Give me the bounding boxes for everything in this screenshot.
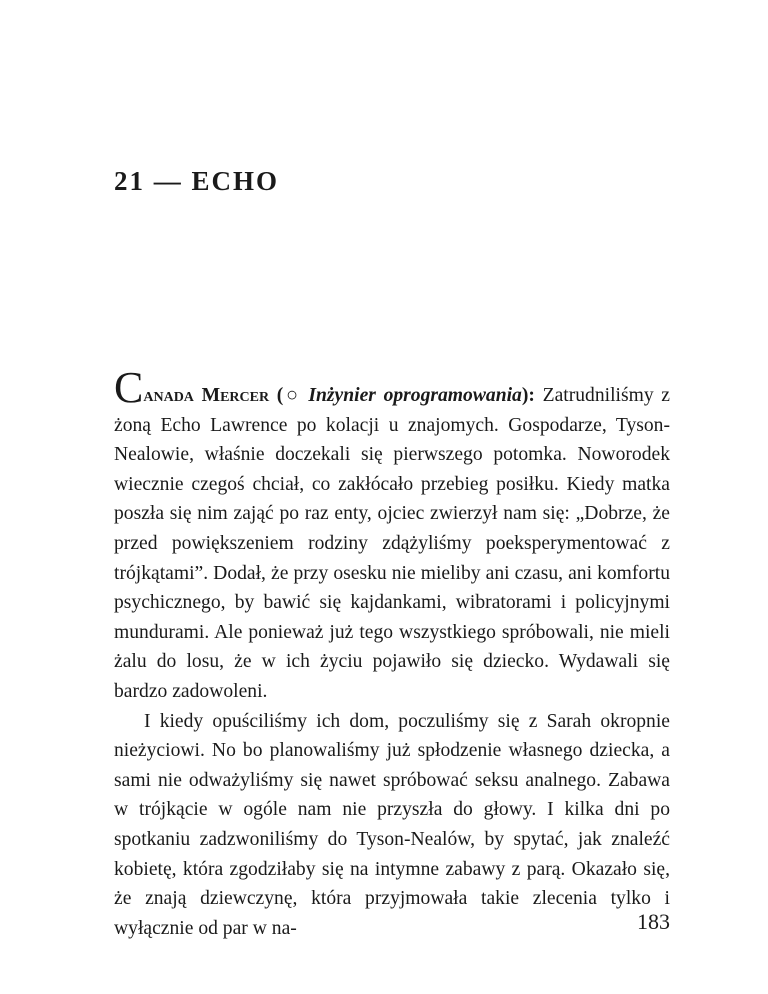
- speaker-role: Inżynier oprogramowania: [308, 385, 522, 406]
- drop-cap: C: [114, 363, 144, 412]
- chapter-title: 21 — ECHO: [114, 166, 280, 196]
- paragraph-2: I kiedy opuściliśmy ich dom, poczuliśmy się z Sarah okropnie nieżyciowi. No bo planowaliśmy już spłodzenie własnego dziecka, a sami nie odważyliśmy się nawet spróbować seksu analnego. Zabawa w trójkącie w ogóle nam nie przyszła do głowy. I kilka dni po spotkaniu zadzwoniliśmy do Tyson-Nealów, by spytać, jak znaleźć kobietę, która zgodziłaby się na intymne zabawy z parą. Okazało się, że znają dziewczynę, która przyjmowała takie zlecenia tylko i wyłącznie od par w na-: [114, 710, 670, 939]
- role-close: ):: [521, 385, 535, 406]
- role-open: (○: [269, 385, 309, 406]
- paragraph-1: [114, 363, 670, 707]
- speaker-name: anada Mercer: [143, 385, 270, 406]
- paragraph-1-text: Zatrudniliśmy z żoną Echo Lawrence po kolacji u znajomych. Gospodarze, Tyson-Nealowie, właśnie doczekali się pierwszego potomka. Noworodek wiecznie czegoś chciał, co zakłócało przebieg posiłku. Kiedy matka poszła się nim zająć po raz enty, ojciec zwierzył nam się: „Dobrze, że przed powiększeniem rodziny zdążyliśmy poeksperymentować z trójkątami”. Dodał, że przy osesku nie mieliby ani czasu, ani komfortu psychicznego, by bawić się kajdankami, wibratorami i policyjnymi mundurami. Ale ponieważ już tego wszystkiego spróbowali, nie mieli żalu do losu, że w ich życiu pojawiło się dziecko. Wydawali się bardzo zadowoleni.: [114, 385, 670, 702]
- page-number: 183: [637, 909, 670, 934]
- body-text: [114, 363, 670, 943]
